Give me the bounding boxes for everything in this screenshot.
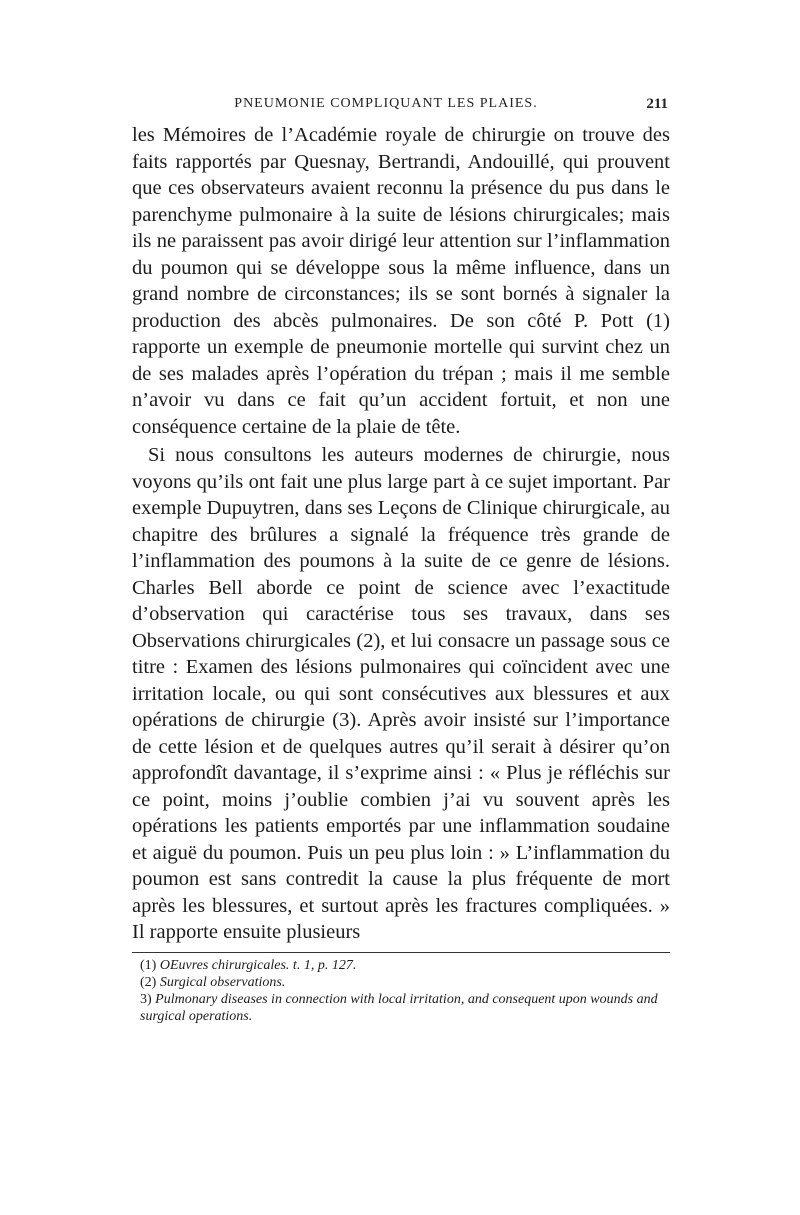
footnote-marker: (2) [140,974,157,990]
footnotes [132,957,670,1025]
paragraph-2: Si nous consultons les auteurs modernes de chirurgie, nous voyons qu’ils ont fait une plus large part à ce sujet important. Par exemple Dupuytren, dans ses Leçons de Clinique chirurgicale, au chapitre des brûlures a signalé la fréquence très grande de l’inflammation des poumons à la suite de ce genre de lésions. Charles Bell aborde ce point de science avec l’exactitude d’observation qui caractérise tous ses travaux, dans ses Observations chirurgicales (2), et lui consacre un passage sous ce titre : Examen des lésions pulmonaires qui coïncident avec une irritation locale, ou qui sont consécutives aux blessures et aux opérations de chirurgie (3). Après avoir insisté sur l’importance de cette lésion et de quelques autres qu’il serait à désirer qu’on approfondît davantage, il s’exprime ainsi : « Plus je réfléchis sur ce point, moins j’oublie combien j’ai vu souvent après les opérations les patients emportés par une inflammation soudaine et aiguë du poumon. Puis un peu plus loin : » L’inflammation du poumon est sans contredit la cause la plus fréquente de mort après les blessures, et surtout après les fractures compliquées. » Il rapporte ensuite plusieurs [132,444,670,943]
page-number: 211 [646,96,668,112]
footnote-rule [132,952,670,953]
footnote-text: OEuvres chirurgicales. t. 1, p. 127. [159,957,357,973]
footnote-2 [132,974,670,991]
footnote-1 [132,957,670,974]
body-text [132,122,670,946]
footnote-marker: 3) [140,991,152,1007]
footnote-text: Surgical observations. [159,974,286,990]
footnote-marker: (1) [140,957,157,973]
running-head [132,96,670,122]
running-head-title: PNEUMONIE COMPLIQUANT LES PLAIES. [234,96,538,111]
paragraph-1: les Mémoires de l’Académie royale de chirurgie on trouve des faits rapportés par Quesnay, Bertrandi, Andouillé, qui prouvent que ces observateurs avaient reconnu la présence du pus dans le parenchyme pulmonaire à la suite de lésions chirurgicales; mais ils ne paraissent pas avoir dirigé leur attention sur l’inflammation du poumon qui se développe sous la même influence, dans un grand nombre de circonstances; ils se sont bornés à signaler la production des abcès pulmonaires. De son côté P. Pott (1) rapporte un exemple de pneumonie mortelle qui survint chez un de ses malades après l’opération du trépan ; mais il me semble n’avoir vu dans ce fait qu’un accident fortuit, et non une conséquence certaine de la plaie de tête. [132,124,670,438]
book-page [132,96,670,1025]
footnote-3 [132,991,670,1025]
footnote-text: Pulmonary diseases in connection with local irritation, and consequent upon wounds and surgical operations. [140,991,658,1024]
